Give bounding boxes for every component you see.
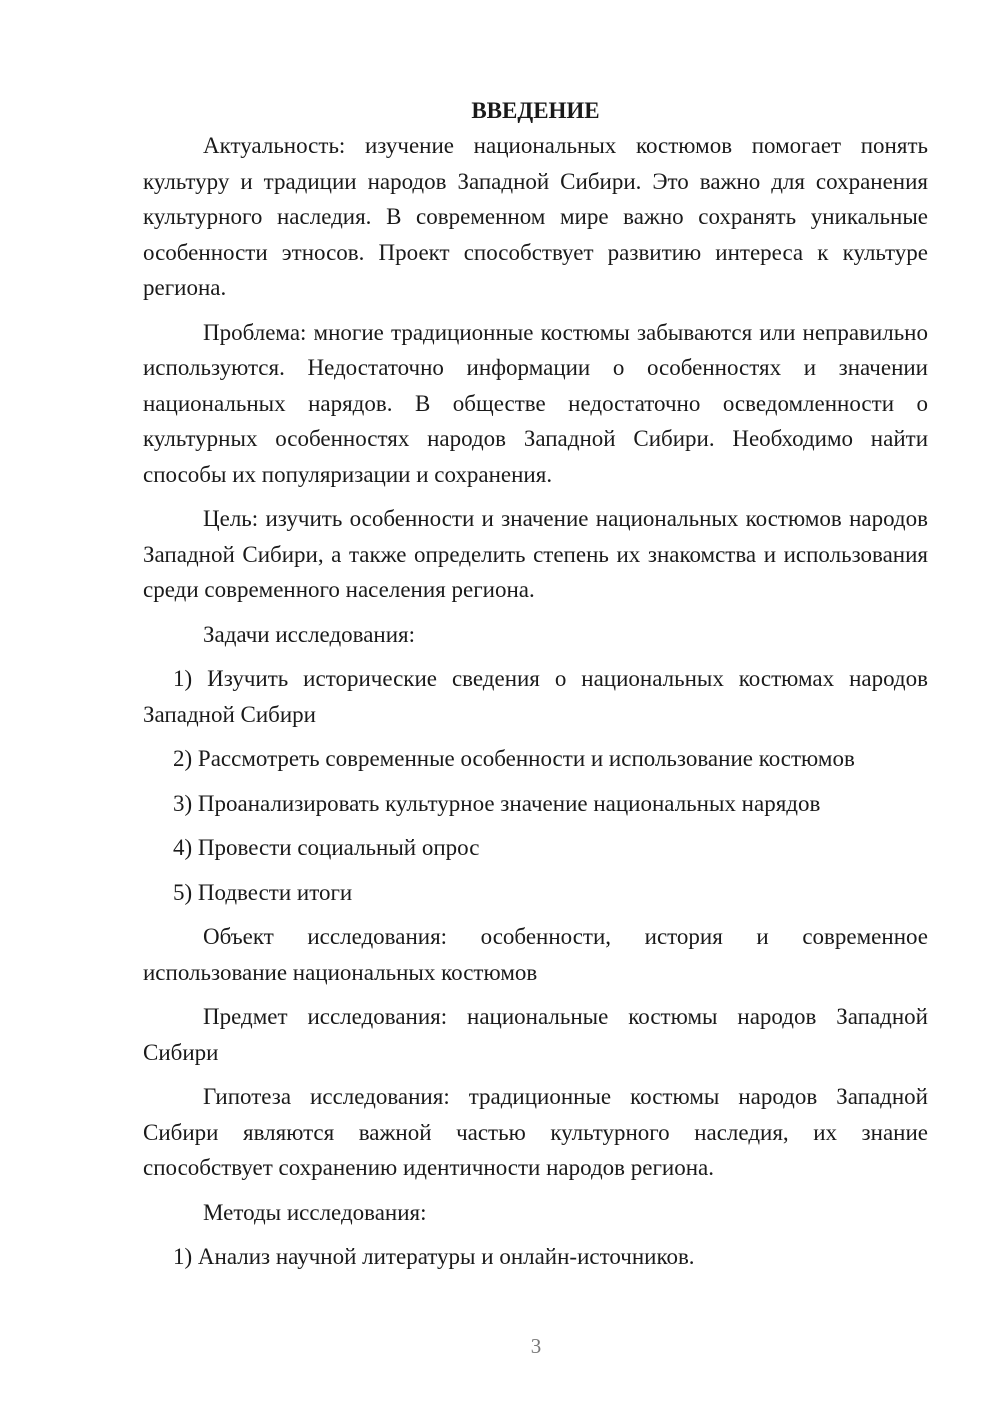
task-item-1: 1) Изучить исторические сведения о национальных костюмах народов Западной Сибири xyxy=(143,666,928,727)
method-item-1: 1) Анализ научной литературы и онлайн-источников. xyxy=(173,1244,695,1269)
page-number: 3 xyxy=(530,1334,542,1358)
page-content xyxy=(143,93,928,1275)
paragraph-object: Объект исследования: особенности, история и современное использование национальных костюмов xyxy=(143,924,928,985)
task-item-4: 4) Провести социальный опрос xyxy=(173,835,480,860)
task-item-3: 3) Проанализировать культурное значение национальных нарядов xyxy=(173,790,821,816)
paragraph-problem: Проблема: многие традиционные костюмы забываются или неправильно используются. Недостаточно информации о особенностях и значении национальных нарядов. В обществе недостаточно осведомленности о культурных особенностях народов Западной Сибири. Необходимо найти способы их популяризации и сохранения. xyxy=(143,319,928,487)
section-title: ВВЕДЕНИЕ xyxy=(471,98,600,123)
methods-heading: Методы исследования: xyxy=(203,1199,427,1225)
paragraph-goal: Цель: изучить особенности и значение национальных костюмов народов Западной Сибири, а также определить степень их знакомства и использования среди современного населения региона. xyxy=(143,506,928,602)
task-item-5: 5) Подвести итоги xyxy=(173,879,353,905)
paragraph-relevance: Актуальность: изучение национальных костюмов помогает понять культуру и традиции народов Западной Сибири. Это важно для сохранения культурного наследия. В современном мире важно сохранять уникальные особенности этносов. Проект способствует развитию интереса к культуре региона. xyxy=(143,133,928,300)
paragraph-hypothesis: Гипотеза исследования: традиционные костюмы народов Западной Сибири являются важной частью культурного наследия, их знание способствует сохранению идентичности народов региона. xyxy=(143,1084,928,1180)
paragraph-subject: Предмет исследования: национальные костюмы народов Западной Сибири xyxy=(143,1004,928,1065)
tasks-heading: Задачи исследования: xyxy=(203,621,416,647)
task-item-2: 2) Рассмотреть современные особенности и использование костюмов xyxy=(173,746,855,771)
